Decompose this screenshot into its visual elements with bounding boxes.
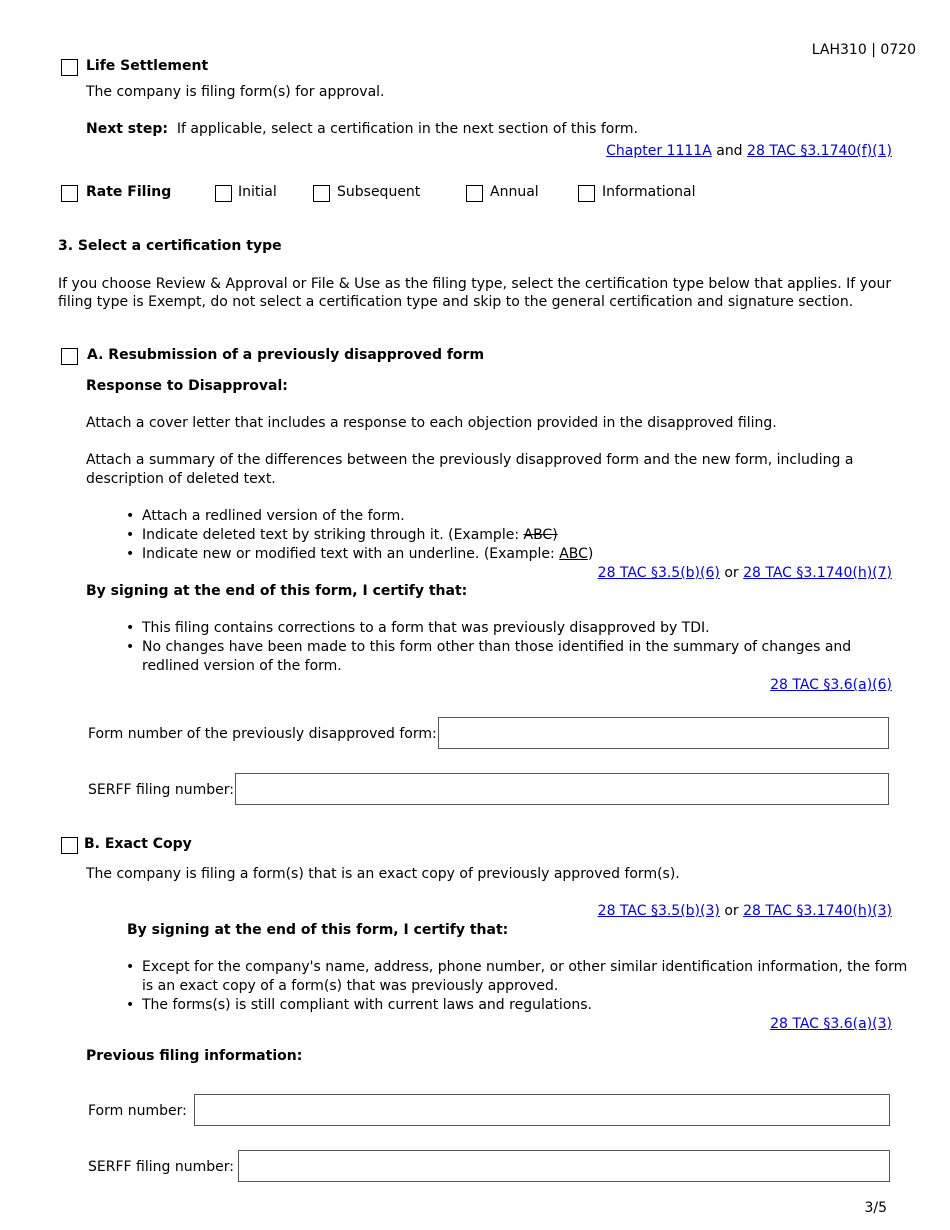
section-b-label: B. Exact Copy xyxy=(84,836,192,852)
section-a-bullet-2 xyxy=(142,527,558,543)
section-b-desc: The company is filing a form(s) that is an exact copy of previously approved form(s). xyxy=(86,866,680,882)
life-settlement-label: Life Settlement xyxy=(86,58,209,74)
bullet-2-text: Indicate deleted text by striking through it. (Example: xyxy=(142,527,524,543)
next-step-label: Next step: xyxy=(86,121,168,137)
section-b-checkbox[interactable] xyxy=(61,837,78,854)
section-a-cert-2: • No changes have been made to this form other than those identified in the summary of changes and xyxy=(142,639,851,655)
underline-example: ABC xyxy=(559,546,588,562)
rate-filing-checkbox[interactable] xyxy=(61,185,78,202)
initial-label: Initial xyxy=(238,184,277,200)
subsequent-label: Subsequent xyxy=(337,184,421,200)
tac-3-6-a-6-link[interactable]: 28 TAC §3.6(a)(6) xyxy=(770,677,892,693)
chapter-1111a-link[interactable]: Chapter 1111A xyxy=(606,143,712,159)
prev-form-number-label: Form number of the previously disapproved form: xyxy=(88,726,437,742)
section-a-refs xyxy=(598,565,892,581)
section-b-form-number-input[interactable] xyxy=(194,1094,890,1126)
bullet-3-text: Indicate new or modified text with an underline. (Example: xyxy=(142,546,560,562)
cover-letter-text: Attach a cover letter that includes a response to each objection provided in the disapproved filing. xyxy=(86,415,777,431)
tac-3-1740-f-1-link[interactable]: 28 TAC §3.1740(f)(1) xyxy=(747,143,892,159)
section-b-cert-2: • The forms(s) is still compliant with current laws and regulations. xyxy=(142,997,592,1013)
section-a-checkbox[interactable] xyxy=(61,348,78,365)
next-step xyxy=(86,121,638,137)
section-a-serff-input[interactable] xyxy=(235,773,889,805)
section-b-cert-1-cont: is an exact copy of a form(s) that was previously approved. xyxy=(142,978,559,994)
informational-checkbox[interactable] xyxy=(578,185,595,202)
bullet-3-close: ) xyxy=(587,546,594,562)
ref-or-b: or xyxy=(724,903,739,919)
rate-filing-label: Rate Filing xyxy=(86,184,172,200)
summary-line2: description of deleted text. xyxy=(86,471,276,487)
section-b-certify-heading: By signing at the end of this form, I certify that: xyxy=(127,922,509,938)
annual-checkbox[interactable] xyxy=(466,185,483,202)
tac-3-5-b-6-link[interactable]: 28 TAC §3.5(b)(6) xyxy=(597,565,720,581)
summary-line1: Attach a summary of the differences between the previously disapproved form and the new form, including a xyxy=(86,452,854,468)
section-a-label: A. Resubmission of a previously disapproved form xyxy=(87,347,485,363)
annual-label: Annual xyxy=(490,184,539,200)
section-a-certify-heading: By signing at the end of this form, I certify that: xyxy=(86,583,468,599)
page-number: 3/5 xyxy=(864,1200,887,1216)
prev-filing-heading: Previous filing information: xyxy=(86,1048,303,1064)
section-b-refs xyxy=(598,903,892,919)
informational-label: Informational xyxy=(602,184,696,200)
life-settlement-refs xyxy=(606,143,892,159)
section-a-bullet-3 xyxy=(142,546,593,562)
life-settlement-desc: The company is filing form(s) for approval. xyxy=(86,84,385,100)
section-3-intro-line1: If you choose Review & Approval or File & Use as the filing type, select the certification type below that applies. If your xyxy=(58,276,892,292)
tac-3-6-a-3-link[interactable]: 28 TAC §3.6(a)(3) xyxy=(770,1016,892,1032)
section-a-bullet-1: • Attach a redlined version of the form. xyxy=(142,508,405,524)
initial-checkbox[interactable] xyxy=(215,185,232,202)
tac-3-1740-h-3-link[interactable]: 28 TAC §3.1740(h)(3) xyxy=(743,903,892,919)
response-heading: Response to Disapproval: xyxy=(86,378,288,394)
section-b-ref3 xyxy=(770,1016,892,1032)
section-a-ref3 xyxy=(770,677,892,693)
section-b-serff-input[interactable] xyxy=(238,1150,890,1182)
life-settlement-checkbox[interactable] xyxy=(61,59,78,76)
prev-form-number-input[interactable] xyxy=(438,717,889,749)
section-b-serff-label: SERFF filing number: xyxy=(88,1159,234,1175)
section-b-form-number-label: Form number: xyxy=(88,1103,187,1119)
strike-example: ABC) xyxy=(523,527,558,543)
section-a-serff-label: SERFF filing number: xyxy=(88,782,234,798)
section-b-cert-1: • Except for the company's name, address, phone number, or other similar identification information, the form xyxy=(142,959,907,975)
section-3-title: 3. Select a certification type xyxy=(58,238,282,254)
tac-3-5-b-3-link[interactable]: 28 TAC §3.5(b)(3) xyxy=(597,903,720,919)
section-a-cert-2-cont: redlined version of the form. xyxy=(142,658,342,674)
subsequent-checkbox[interactable] xyxy=(313,185,330,202)
section-a-cert-1: • This filing contains corrections to a form that was previously disapproved by TDI. xyxy=(142,620,710,636)
section-3-intro-line2: filing type is Exempt, do not select a certification type and skip to the general certification and signature section. xyxy=(58,294,854,310)
tac-3-1740-h-7-link[interactable]: 28 TAC §3.1740(h)(7) xyxy=(743,565,892,581)
ref-and: and xyxy=(716,143,743,159)
ref-or: or xyxy=(724,565,739,581)
next-step-text: If applicable, select a certification in the next section of this form. xyxy=(176,121,638,137)
form-id: LAH310 | 0720 xyxy=(811,42,916,58)
